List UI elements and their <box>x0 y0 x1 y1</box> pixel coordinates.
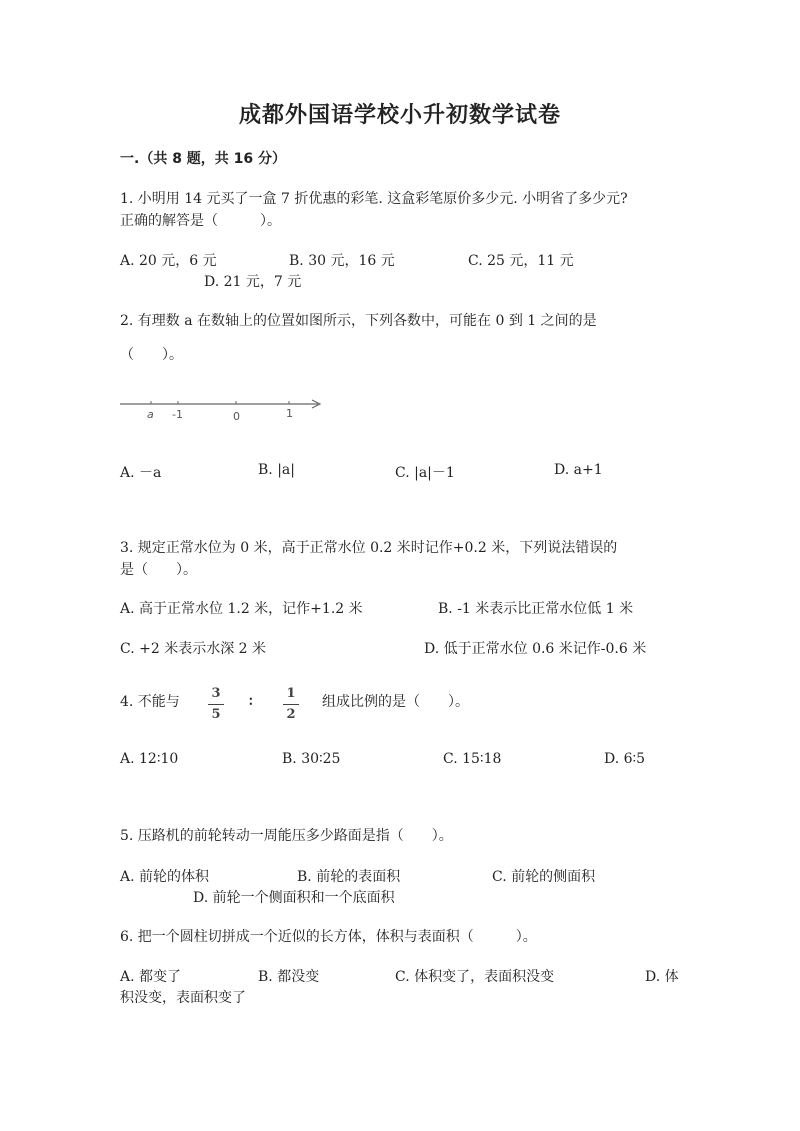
question-1-option-a[interactable]: A. 20 元，6 元 <box>120 253 217 269</box>
question-5-option-c[interactable]: C. 前轮的侧面积 <box>492 869 596 885</box>
label-0: 0 <box>233 410 240 423</box>
question-6-option-d[interactable]: D. 体 <box>645 969 679 985</box>
question-6-option-d-continued[interactable]: 积没变，表面积变了 <box>120 990 246 1006</box>
fraction-three-fifths <box>208 685 224 724</box>
question-4-option-d[interactable]: D. 6∶5 <box>604 751 646 767</box>
question-3-option-d[interactable]: D. 低于正常水位 0.6 米记作-0.6 米 <box>424 641 647 657</box>
label-neg1: -1 <box>172 408 183 421</box>
question-3-option-b[interactable]: B. -1 米表示比正常水位低 1 米 <box>438 601 634 617</box>
question-3-option-a[interactable]: A. 高于正常水位 1.2 米，记作+1.2 米 <box>120 601 363 617</box>
question-3-stem-line-1: 3. 规定正常水位为 0 米，高于正常水位 0.2 米时记作+0.2 米，下列说法错误的 <box>120 540 618 556</box>
label-a: a <box>147 408 154 421</box>
question-2-option-b[interactable]: B. |a| <box>258 462 295 478</box>
question-1-option-b[interactable]: B. 30 元，16 元 <box>289 253 395 269</box>
ratio-colon: ∶ <box>249 694 253 710</box>
fraction-1-bar <box>208 704 224 705</box>
question-2-option-d[interactable]: D. a+1 <box>554 462 603 478</box>
question-6-option-a[interactable]: A. 都变了 <box>120 969 182 985</box>
fraction-2-denominator: 2 <box>286 707 296 722</box>
question-6-option-b[interactable]: B. 都没变 <box>258 969 320 985</box>
question-5-stem: 5. 压路机的前轮转动一周能压多少路面是指（ ）。 <box>120 828 453 844</box>
number-line-figure <box>118 392 328 426</box>
question-4-stem-prefix: 4. 不能与 <box>120 694 180 710</box>
question-4-stem-suffix: 组成比例的是（ ）。 <box>322 694 469 710</box>
question-3-option-c[interactable]: C. +2 米表示水深 2 米 <box>120 641 267 657</box>
fraction-one-half <box>283 685 299 724</box>
question-2-stem-line-2: （ ）。 <box>120 347 183 363</box>
question-2-option-c[interactable]: C. |a|－1 <box>395 465 455 481</box>
question-1-stem-line-1: 1. 小明用 14 元买了一盒 7 折优惠的彩笔. 这盒彩笔原价多少元. 小明省了多少元? <box>120 191 628 207</box>
page-title: 成都外国语学校小升初数学试卷 <box>238 103 561 128</box>
question-1-stem-line-2: 正确的解答是（ ）。 <box>120 213 281 229</box>
question-4-option-a[interactable]: A. 12∶10 <box>120 751 179 767</box>
question-3-stem-line-2: 是（ ）。 <box>120 562 197 578</box>
question-2-option-a[interactable]: A. －a <box>120 465 162 481</box>
label-1: 1 <box>286 407 293 420</box>
question-1-option-c[interactable]: C. 25 元，11 元 <box>468 253 574 269</box>
question-5-option-a[interactable]: A. 前轮的体积 <box>120 869 210 885</box>
fraction-2-numerator: 1 <box>286 686 296 701</box>
question-4-option-b[interactable]: B. 30∶25 <box>282 751 341 767</box>
section-heading: 一.（共 8 题，共 16 分） <box>120 151 287 167</box>
question-1-option-d[interactable]: D. 21 元，7 元 <box>204 274 302 290</box>
question-4-option-c[interactable]: C. 15∶18 <box>443 751 502 767</box>
question-6-option-c[interactable]: C. 体积变了，表面积没变 <box>395 969 555 985</box>
question-2-stem-line-1: 2. 有理数 a 在数轴上的位置如图所示，下列各数中，可能在 0 到 1 之间的是 <box>120 313 597 329</box>
fraction-1-denominator: 5 <box>211 707 221 722</box>
question-5-option-b[interactable]: B. 前轮的表面积 <box>297 869 401 885</box>
fraction-2-bar <box>283 704 299 705</box>
question-5-option-d[interactable]: D. 前轮一个侧面积和一个底面积 <box>193 890 395 906</box>
question-6-stem: 6. 把一个圆柱切拼成一个近似的长方体，体积与表面积（ ）。 <box>120 929 537 945</box>
fraction-1-numerator: 3 <box>211 686 221 701</box>
